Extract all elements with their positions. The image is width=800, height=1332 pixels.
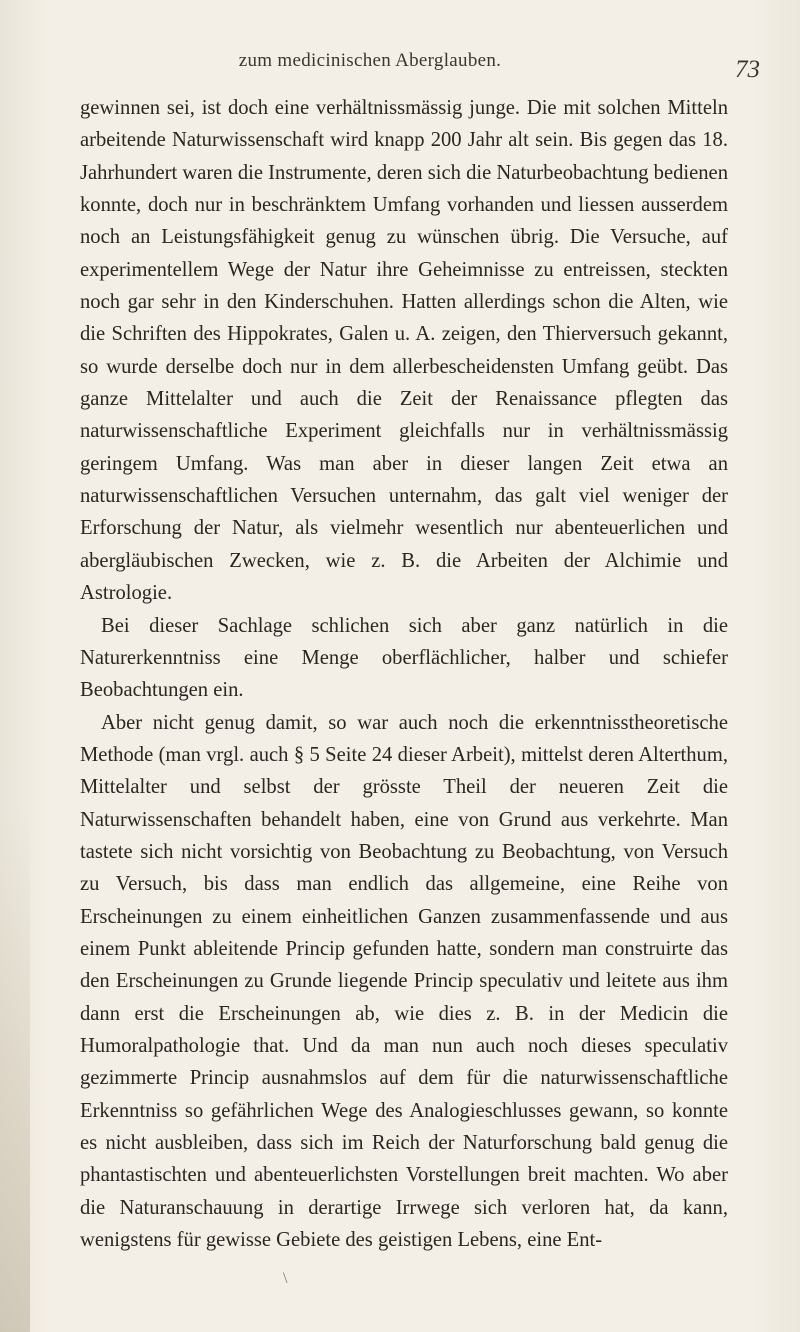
paragraph-1: gewinnen sei, ist doch eine verhältnissmässig junge. Die mit solchen Mitteln arbeitende Naturwissenschaft wird knapp 200 Jahr alt sein. Bis gegen das 18. Jahrhundert waren die Instrumente, deren sich die Naturbeobachtung bedienen konnte, doch nur in beschränktem Umfang vorhanden und liessen ausserdem noch an Leistungsfähigkeit genug zu wünschen übrig. Die Versuche, auf experimentellem Wege der Natur ihre Geheimnisse zu entreissen, steckten noch gar sehr in den Kinderschuhen. Hatten allerdings schon die Alten, wie die Schriften des Hippokrates, Galen u. A. zeigen, den Thierversuch gekannt, so wurde derselbe doch nur in dem allerbescheidensten Umfang geübt. Das ganze Mittelalter und auch die Zeit der Renaissance pflegten das naturwissenschaftliche Experiment gleichfalls nur in verhältnissmässig geringem Umfang. Was man aber in dieser langen Zeit etwa an naturwissenschaftlichen Versuchen unternahm, das galt viel weniger der Erforschung der Natur, als vielmehr wesentlich nur abenteuerlichen und abergläubischen Zwecken, wie z. B. die Arbeiten der Alchimie und Astrologie. <box>80 97 728 605</box>
paragraph-2: Bei dieser Sachlage schlichen sich aber ganz natürlich in die Naturerkenntniss eine Menge oberflächlicher, halber und schiefer Beobachtungen ein. <box>80 614 728 702</box>
paper-stain <box>0 812 30 1332</box>
stray-pen-mark: \ <box>283 1270 288 1287</box>
paragraph-3: Aber nicht genug damit, so war auch noch die erkenntnisstheoretische Methode (man vrgl. auch § 5 Seite 24 dieser Arbeit), mittelst deren Alterthum, Mittelalter und selbst der grösste Theil der neueren Zeit die Naturwissenschaften behandelt haben, eine von Grund aus verkehrte. Man tastete sich nicht vorsichtig von Beobachtung zu Beobachtung, von Versuch zu Versuch, bis dass man endlich das allgemeine, eine Reihe von Erscheinungen zu einem einheitlichen Ganzen zusammenfassende und aus einem Punkt ableitende Princip gefunden hatte, sondern man construirte das den Erscheinungen zu Grunde liegende Princip speculativ und leitete aus ihm dann erst die Erscheinungen ab, wie dies z. B. in der Medicin die Humoralpathologie that. Und da man nun auch noch dieses speculativ gezimmerte Princip ausnahmslos auf dem für die naturwissenschaftliche Erkenntniss so gefährlichen Wege des Analogieschlusses gewann, so konnte es nicht ausbleiben, dass sich im Reich der Naturforschung bald genug die phantastischten und abenteuerlichsten Vorstellungen breit machten. Wo aber die Naturanschauung in derartige Irrwege sich verloren hat, da kann, wenigstens für gewisse Gebiete des geistigen Lebens, eine Ent- <box>80 711 728 1252</box>
body-text <box>80 92 728 1256</box>
page-number: 73 <box>735 56 760 83</box>
running-title: zum medicinischen Aberglauben. <box>238 50 502 71</box>
